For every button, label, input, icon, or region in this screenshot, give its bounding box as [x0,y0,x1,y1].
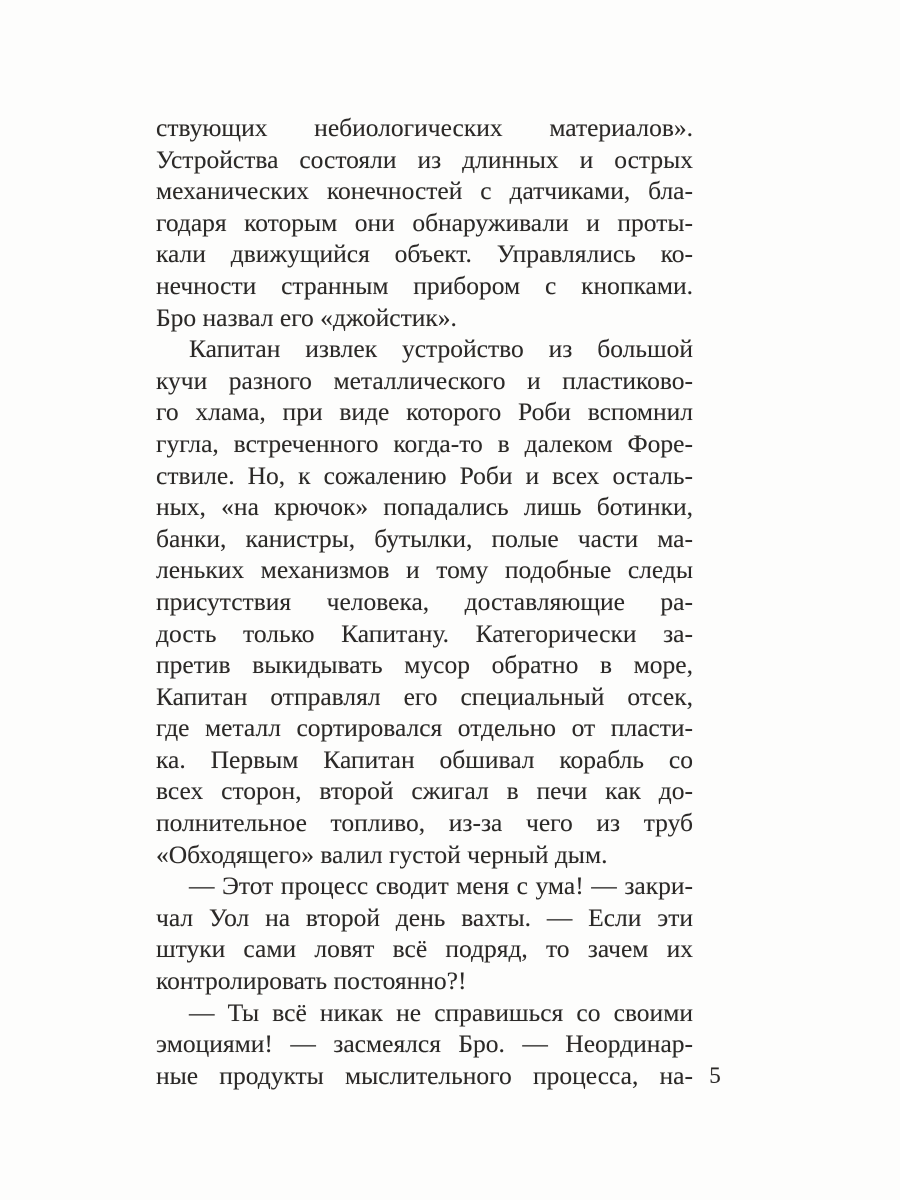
text-line: претив выкидывать мусор обратно в море, [156,650,693,680]
text-line: гугла, встреченного когда-то в далеком Форе- [156,428,693,458]
text-line: Бро назвал его «джойстик». [156,302,457,332]
text-line: ных, «на крючок» попадались лишь ботинки, [156,492,693,522]
text-line: Капитан извлек устройство из большой [189,334,693,364]
text-line: ка. Первым Капитан обшивал корабль со [156,744,693,774]
paragraph [156,997,693,1092]
text-line: — Ты всё никак не справишься со своими [189,997,693,1027]
text-line: полнительное топливо, из-за чего из труб [156,808,693,838]
text-line: эмоциями! — засмеялся Бро. — Неординар- [156,1029,693,1059]
text-line: где металл сортировался отдельно от пласти- [156,713,693,743]
text-line: кали движущийся объект. Управлялись ко- [156,239,693,269]
text-line: ствиле. Но, к сожалению Роби и всех осталь- [156,460,693,490]
paragraph [156,112,693,333]
paragraph [156,870,693,996]
text-line: леньких механизмов и тому подобные следы [156,555,693,585]
text-line: го хлама, при виде которого Роби вспомнил [156,397,693,427]
text-line: механических конечностей с датчиками, бла- [156,176,693,206]
text-line: ствующих небиологических материалов». [156,113,693,142]
text-line: годаря которым они обнаруживали и проты- [156,207,693,237]
paragraph [156,333,693,870]
text-line: присутствия человека, доставляющие ра- [156,586,693,616]
text-line: чал Уол на второй день вахты. — Если эти [156,902,693,932]
text-line: «Обходящего» валил густой черный дым. [156,839,608,869]
text-line: всех сторон, второй сжигал в печи как до- [156,776,693,806]
text-line: банки, канистры, бутылки, полые части ма- [156,523,693,553]
text-line: Капитан отправлял его специальный отсек, [156,681,693,711]
text-line: ные продукты мыслительного процесса, на- [156,1060,693,1090]
text-line: Устройства состояли из длинных и острых [156,144,693,174]
text-line: нечности странным прибором с кнопками. [156,270,693,300]
text-block [156,112,693,1091]
text-line: — Этот процесс сводит меня с ума! — закри- [189,871,693,901]
text-line: кучи разного металлического и пластиково- [156,365,693,395]
text-line: контролировать постоянно?! [156,966,467,996]
text-line: дость только Капитану. Категорически за- [156,618,693,648]
text-line: штуки сами ловят всё подряд, то зачем их [156,934,693,964]
page-number: 5 [709,1063,721,1088]
